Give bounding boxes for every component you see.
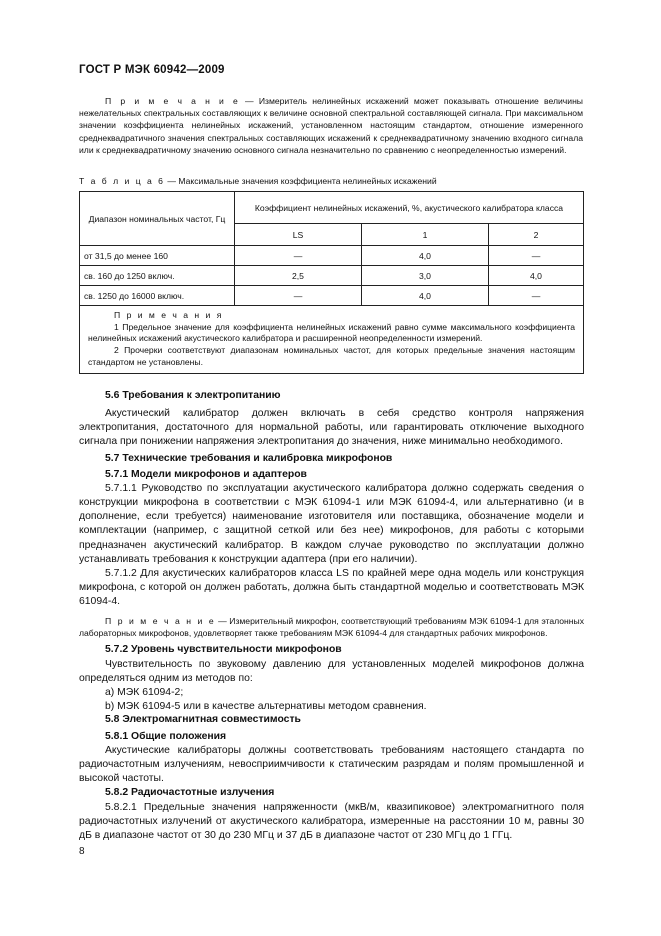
para-5-8-2-1: 5.8.2.1 Предельные значения напряженности (мкВ/м, квазипиковое) электромагнитного поля радиочастотных излучений от акустического калибратора, измеренные на расстоянии 10 м, равны 30 дБ в диапазоне частот от 30 до 230 МГц и 37 дБ в диапазоне частот от 230 МГц до 1 ГГц. bbox=[79, 801, 584, 841]
table-row bbox=[80, 286, 584, 306]
cell-range: от 31,5 до менее 160 bbox=[80, 246, 235, 266]
table-row bbox=[80, 266, 584, 286]
col-header-class-2: 2 bbox=[489, 224, 584, 246]
table-notes-label: П р и м е ч а н и я bbox=[114, 310, 224, 320]
para-5-7-1-1: 5.7.1.1 Руководство по эксплуатации акустического калибратора должно содержать сведения о конструкции микрофона в соответствии с МЭК 61094-1 или МЭК 61094-4, или альтернативно (и в дополнение, если требуется) наименование изготовителя или поставщика, обозначение модели и комплектации (например, с защитной сеткой или без нее) микрофонов, для работы с которыми предназначен акустический калибратор. В каждом случае руководство по эксплуатации должно устанавливать требования к конструкции адаптера (при его наличии). bbox=[79, 483, 584, 565]
note-5-7-label: П р и м е ч а н и е bbox=[105, 616, 216, 627]
table-note-1: 1 Предельное значение для коэффициента нелинейных искажений равно сумме максимального коэффициента нелинейных искажений акустического калибратора и расширенной неопределенности измерений. bbox=[88, 321, 575, 344]
para-5-6: Акустический калибратор должен включать в себя средство контроля напряжения электропитания, достаточного для нормальной работы, или гарантировать отключение выходного сигнала при понижении напряжения электропитания до значения, ниже минимально необходимого. bbox=[79, 408, 584, 448]
table-caption-text: — Максимальные значения коэффициента нелинейных искажений bbox=[167, 176, 437, 186]
cell-class-1: 4,0 bbox=[362, 246, 489, 266]
table-caption bbox=[79, 176, 437, 186]
table-note-2: 2 Прочерки соответствуют диапазонам номинальных частот, для которых предельные значения настоящим стандартом не установлены. bbox=[88, 345, 575, 367]
cell-class-1: 3,0 bbox=[362, 266, 489, 286]
col-header-class-ls: LS bbox=[235, 224, 362, 246]
heading-5-6: 5.6 Требования к электропитанию bbox=[105, 390, 281, 401]
note-5-7 bbox=[79, 615, 584, 639]
note-5-7-text: — Измерительный микрофон, соответствующий требованиям МЭК 61094-1 для эталонных лабораторных микрофонов, удовлетворяет также требованиям МЭК 61094-4 для стандартных рабочих микрофонов. bbox=[79, 616, 585, 639]
heading-5-8-2: 5.8.2 Радиочастотные излучения bbox=[105, 787, 275, 799]
col-header-range: Диапазон номинальных частот, Гц bbox=[80, 192, 235, 246]
heading-5-8-1: 5.8.1 Общие положения bbox=[105, 731, 227, 743]
cell-class-2: 4,0 bbox=[489, 266, 584, 286]
para-5-8-1: Акустические калибраторы должны соответствовать требованиям настоящего стандарта по радиочастотным излучениям, невосприимчивости к статическим разрядам и полям промышленной и высокой частоты. bbox=[79, 745, 584, 785]
section-5-8 bbox=[79, 713, 584, 843]
table-notes bbox=[80, 306, 584, 374]
table-caption-label: Т а б л и ц а 6 bbox=[79, 176, 165, 186]
cell-class-2: — bbox=[489, 246, 584, 266]
top-note-text: — Измеритель нелинейных искажений может показывать отношение величины нежелательных спектральных составляющих к величине основной спектральной составляющей сигнала. При максимальном значении коэффициента нелинейных искажений, установленном настоящим стандартом, отношение измеренного среднеквадратичного значения спектральных составляющих искажений к среднеквадратичному значению входного сигнала или к среднеквадратичному значению основного сигнала незначительно по сравнению с неопределенностью измерений. bbox=[79, 96, 583, 155]
col-header-group: Коэффициент нелинейных искажений, %, акустического калибратора класса bbox=[235, 192, 584, 224]
top-note-label: П р и м е ч а н и е bbox=[105, 96, 240, 106]
top-note bbox=[79, 95, 583, 156]
heading-5-8: 5.8 Электромагнитная совместимость bbox=[105, 714, 301, 725]
table-row bbox=[80, 246, 584, 266]
cell-class-1: 4,0 bbox=[362, 286, 489, 306]
heading-5-7-2: 5.7.2 Уровень чувствительности микрофонов bbox=[105, 644, 342, 656]
distortion-table bbox=[79, 191, 584, 374]
cell-ls: — bbox=[235, 246, 362, 266]
cell-range: св. 1250 до 16000 включ. bbox=[80, 286, 235, 306]
list-item-a: a) МЭК 61094-2; bbox=[105, 686, 184, 698]
cell-range: св. 160 до 1250 включ. bbox=[80, 266, 235, 286]
list-item-b: b) МЭК 61094-5 или в качестве альтернативы методом сравнения. bbox=[105, 700, 427, 712]
heading-5-7-1: 5.7.1 Модели микрофонов и адаптеров bbox=[105, 469, 307, 481]
section-5-6 bbox=[79, 389, 584, 449]
para-5-7-2: Чувствительность по звуковому давлению для установленных моделей микрофонов должна определяться одним из методов по: bbox=[79, 658, 584, 684]
section-5-7 bbox=[79, 452, 584, 714]
para-5-7-1-2: 5.7.1.2 Для акустических калибраторов класса LS по крайней мере одна модель или конструкция микрофона, с которой он должен работать, должна быть стандартной моделью и соответствовать МЭК 61094-4. bbox=[79, 567, 584, 607]
heading-5-7: 5.7 Технические требования и калибровка микрофонов bbox=[105, 453, 393, 464]
cell-ls: 2,5 bbox=[235, 266, 362, 286]
document-header: ГОСТ Р МЭК 60942—2009 bbox=[79, 64, 225, 76]
cell-ls: — bbox=[235, 286, 362, 306]
page-number: 8 bbox=[79, 846, 85, 857]
cell-class-2: — bbox=[489, 286, 584, 306]
col-header-class-1: 1 bbox=[362, 224, 489, 246]
